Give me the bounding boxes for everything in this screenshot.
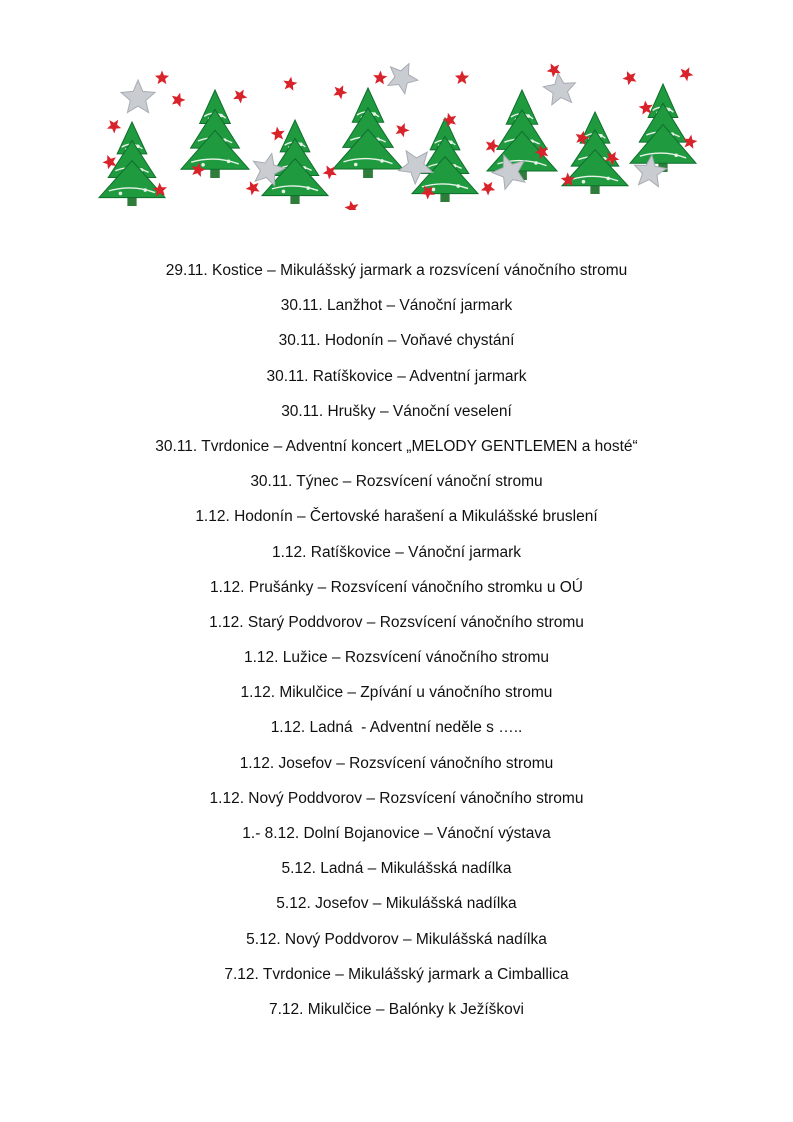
red-star-icon — [283, 77, 297, 91]
event-item: 30.11. Hodonín – Voňavé chystání — [278, 332, 515, 350]
red-star-icon — [103, 155, 117, 169]
event-item: 1.12. Ratíškovice – Vánoční jarmark — [272, 543, 521, 561]
event-item: 1.12. Starý Poddvorov – Rozsvícení vánočního stromu — [209, 613, 584, 631]
event-item: 1.12. Mikulčice – Zpívání u vánočního stromu — [240, 684, 553, 702]
red-star-icon — [246, 181, 260, 195]
christmas-tree-icon — [630, 84, 696, 172]
event-item: 1.12. Hodonín – Čertovské harašení a Mikulášské bruslení — [195, 508, 598, 526]
event-item: 1.12. Lužice – Rozsvícení vánočního stromu — [244, 649, 549, 667]
red-star-icon — [486, 139, 500, 153]
silver-star-icon — [121, 80, 155, 113]
event-item: 7.12. Tvrdonice – Mikulášský jarmark a Cimballica — [224, 965, 569, 983]
event-item: 30.11. Tvrdonice – Adventní koncert „MELODY GENTLEMEN a hosté“ — [155, 437, 638, 455]
event-item: 5.12. Josefov – Mikulášská nadílka — [276, 895, 517, 913]
event-item: 1.- 8.12. Dolní Bojanovice – Vánoční výstava — [242, 825, 551, 842]
silver-star-icon — [388, 64, 418, 94]
red-star-icon — [345, 201, 359, 210]
red-star-icon — [107, 120, 121, 134]
event-item: 5.12. Nový Poddvorov – Mikulášská nadílka — [246, 930, 547, 948]
event-item: 30.11. Ratíškovice – Adventní jarmark — [266, 367, 527, 385]
red-star-icon — [271, 127, 285, 141]
event-list — [0, 258, 793, 1032]
event-item: 1.12. Ladná - Adventní neděle s ….. — [270, 719, 523, 737]
red-star-icon — [639, 101, 653, 115]
red-star-icon — [455, 71, 469, 85]
event-item: 29.11. Kostice – Mikulášský jarmark a rozsvícení vánočního stromu — [165, 262, 628, 279]
event-item: 1.12. Josefov – Rozsvícení vánočního stromu — [239, 754, 554, 772]
red-star-icon — [679, 67, 693, 81]
christmas-tree-icon — [181, 90, 249, 178]
red-star-icon — [396, 123, 410, 137]
christmas-tree-icon — [562, 112, 628, 194]
christmas-tree-icon — [333, 88, 403, 178]
event-item: 30.11. Hrušky – Vánoční veselení — [281, 402, 512, 420]
christmas-banner — [90, 60, 702, 210]
red-star-icon — [323, 165, 337, 179]
event-item: 5.12. Ladná – Mikulášská nadílka — [281, 860, 512, 878]
red-star-icon — [333, 85, 347, 99]
red-star-icon — [172, 93, 186, 107]
event-item: 30.11. Týnec – Rozsvícení vánoční stromu — [250, 473, 543, 491]
red-star-icon — [155, 71, 169, 85]
event-item: 1.12. Prušánky – Rozsvícení vánočního stromku u OÚ — [209, 578, 584, 596]
event-item: 1.12. Nový Poddvorov – Rozsvícení vánočního stromu — [209, 789, 584, 807]
event-item: 30.11. Lanžhot – Vánoční jarmark — [280, 297, 513, 315]
christmas-tree-icon — [487, 90, 557, 180]
silver-star-icon — [543, 73, 575, 105]
red-star-icon — [233, 90, 247, 104]
red-star-icon — [373, 71, 387, 85]
event-item: 7.12. Mikulčice – Balónky k Ježíškovi — [269, 1000, 524, 1018]
red-star-icon — [623, 71, 637, 85]
red-star-icon — [481, 182, 495, 196]
